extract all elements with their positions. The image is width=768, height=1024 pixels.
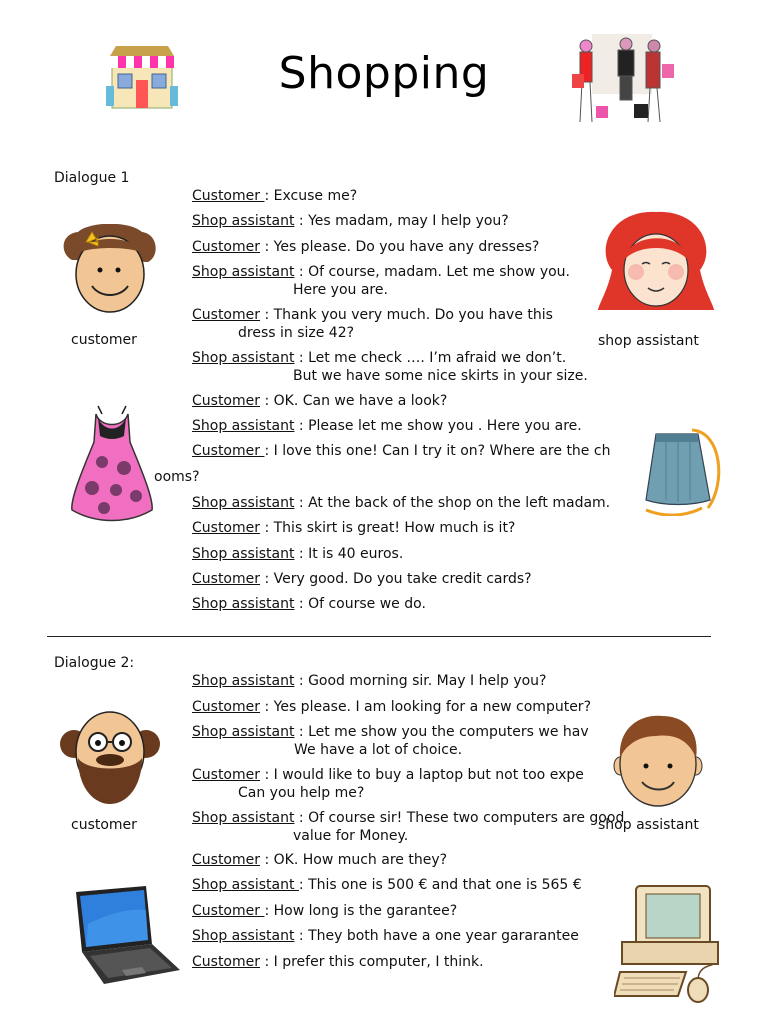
dialogue-line-wrap: ooms? <box>154 469 200 485</box>
dialogue-line <box>192 349 588 385</box>
line-continuation: But we have some nice skirts in your size. <box>293 368 588 384</box>
dialogue-line <box>192 187 357 205</box>
dialogue-1-heading: Dialogue 1 <box>54 170 130 186</box>
line-text: : They both have a one year gararantee <box>294 928 579 944</box>
dialogue-line <box>192 698 591 716</box>
dialogue-line <box>192 519 515 537</box>
dialogue-line <box>192 417 582 435</box>
line-continuation: Can you help me? <box>238 785 365 801</box>
customer-label: customer <box>71 332 137 348</box>
dialogue-line <box>192 766 584 802</box>
page-title: Shopping <box>278 48 490 99</box>
line-text: : How long is the garantee? <box>264 903 458 919</box>
dialogue-line <box>192 263 570 299</box>
dialogue-line <box>192 672 546 690</box>
line-text: : At the back of the shop on the left madam. <box>294 495 611 511</box>
speaker: Customer <box>192 307 261 323</box>
dialogue-2-heading: Dialogue 2: <box>54 655 135 671</box>
speaker: Shop assistant <box>192 673 295 689</box>
dialogue-line <box>192 927 579 945</box>
speaker: Customer <box>192 239 261 255</box>
line-text: : Very good. Do you take credit cards? <box>260 571 532 587</box>
line-text: : This one is 500 € and that one is 565 € <box>298 877 582 893</box>
speaker: Customer <box>192 852 261 868</box>
shop-building-icon <box>106 42 178 110</box>
line-text: : Let me show you the computers we hav <box>294 724 589 740</box>
speaker: Customer <box>192 520 261 536</box>
dialogue-line <box>192 570 532 588</box>
dialogue-line <box>192 809 624 845</box>
dialogue-line <box>192 306 553 342</box>
line-text: : Yes madam, may I help you? <box>294 213 509 229</box>
line-text: : I love this one! Can I try it on? Where are the ch <box>264 443 611 459</box>
blue-skirt-icon <box>636 424 724 516</box>
line-text: : OK. Can we have a look? <box>260 393 448 409</box>
shop-assistant-label: shop assistant <box>598 817 699 833</box>
speaker: Shop assistant <box>192 928 295 944</box>
dialogue-line <box>192 723 589 759</box>
pink-dress-icon <box>68 402 156 524</box>
speaker: Customer <box>192 699 261 715</box>
shop-assistant-label: shop assistant <box>598 333 699 349</box>
dialogue-line <box>192 876 582 894</box>
line-text: : Yes please. Do you have any dresses? <box>260 239 540 255</box>
line-continuation: We have a lot of choice. <box>294 742 463 758</box>
speaker: Shop assistant <box>192 495 295 511</box>
line-text: : Of course we do. <box>294 596 426 612</box>
speaker: Shop assistant <box>192 264 295 280</box>
line-text: : This skirt is great! How much is it? <box>260 520 516 536</box>
speaker: Shop assistant <box>192 418 295 434</box>
line-text: : Thank you very much. Do you have this <box>260 307 553 323</box>
line-text: : Excuse me? <box>264 188 358 204</box>
line-text: : Please let me show you . Here you are. <box>294 418 582 434</box>
line-text: : I prefer this computer, I think. <box>260 954 484 970</box>
line-text: : Yes please. I am looking for a new computer? <box>260 699 591 715</box>
laptop-icon <box>68 884 184 986</box>
speaker: Customer <box>192 767 261 783</box>
dialogue-line <box>192 238 539 256</box>
line-text: : It is 40 euros. <box>294 546 404 562</box>
dialogue-line <box>192 545 403 563</box>
line-continuation: Here you are. <box>293 282 388 298</box>
customer-label: customer <box>71 817 137 833</box>
line-text: : Of course, madam. Let me show you. <box>294 264 571 280</box>
dialogue-line <box>192 392 447 410</box>
dialogue-line <box>192 851 447 869</box>
speaker: Shop assistant <box>192 350 295 366</box>
line-text: : Of course sir! These two computers are good <box>294 810 625 826</box>
speaker: Customer <box>192 443 265 459</box>
dialogue-line <box>192 953 484 971</box>
speaker: Shop assistant <box>192 596 295 612</box>
speaker: Customer <box>192 188 265 204</box>
speaker: Shop assistant <box>192 213 295 229</box>
speaker: Shop assistant <box>192 546 295 562</box>
dialogue-line <box>192 494 610 512</box>
customer-bearded-man-face-icon <box>58 708 162 806</box>
section-divider <box>47 636 711 637</box>
shop-assistant-woman-face-icon <box>592 210 720 314</box>
line-continuation: dress in size 42? <box>238 325 355 341</box>
speaker: Shop assistant <box>192 877 299 893</box>
line-text: : Let me check …. I’m afraid we don’t. <box>294 350 567 366</box>
desktop-computer-icon <box>614 880 730 1006</box>
speaker: Customer <box>192 954 261 970</box>
shoppers-illustration <box>572 34 676 126</box>
speaker: Shop assistant <box>192 724 295 740</box>
line-text: : OK. How much are they? <box>260 852 448 868</box>
customer-woman-face-icon <box>58 224 162 314</box>
speaker: Customer <box>192 393 261 409</box>
speaker: Shop assistant <box>192 810 295 826</box>
line-text: : Good morning sir. May I help you? <box>294 673 547 689</box>
dialogue-line <box>192 442 610 460</box>
shop-assistant-man-face-icon <box>612 712 704 808</box>
dialogue-line <box>192 212 509 230</box>
speaker: Customer <box>192 903 265 919</box>
line-text: : I would like to buy a laptop but not too expe <box>260 767 584 783</box>
dialogue-line <box>192 595 426 613</box>
line-continuation: value for Money. <box>293 828 409 844</box>
speaker: Customer <box>192 571 261 587</box>
dialogue-line <box>192 902 457 920</box>
